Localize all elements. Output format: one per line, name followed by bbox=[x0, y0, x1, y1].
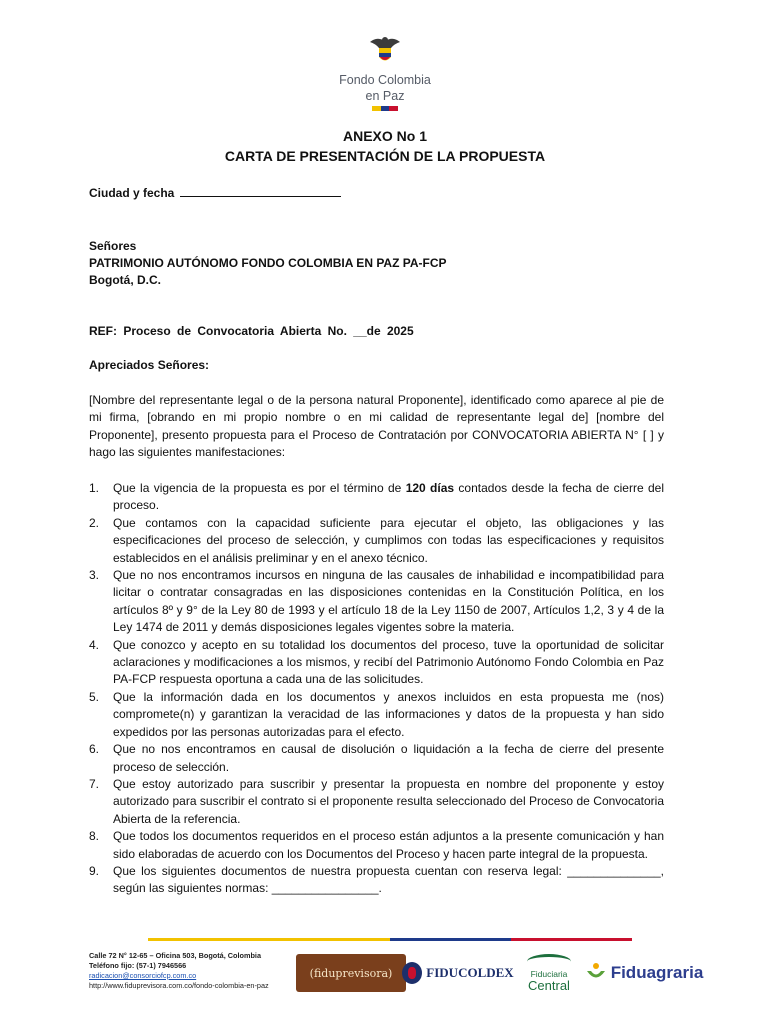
fiduagraria-label: Fiduagraria bbox=[610, 963, 704, 982]
item-number: 9. bbox=[89, 863, 100, 878]
declaration-item bbox=[89, 776, 664, 828]
footer-email-link[interactable]: radicacion@consorciofcp.com.co bbox=[89, 971, 197, 980]
flag-stripe bbox=[372, 106, 398, 111]
fiduprevisora-logo: (fiduprevisora) bbox=[296, 954, 406, 992]
declaration-item bbox=[89, 515, 664, 567]
city-date-line bbox=[89, 185, 341, 202]
city-date-label: Ciudad y fecha bbox=[89, 186, 175, 200]
central-line-2: Central bbox=[528, 978, 570, 993]
item-number: 7. bbox=[89, 776, 100, 791]
central-arc-icon bbox=[527, 954, 571, 969]
recipient-salutation: Señores bbox=[89, 239, 137, 253]
item-text-pre: Que la vigencia de la propuesta es por el término de bbox=[113, 481, 406, 495]
item-text-pre: Que no nos encontramos incursos en ninguna de las causales de inhabilidad e incompatibilidad para licitar o contratar consagradas en las disposiciones contenidas en la Constitución Política, en los artículos 8º y 9° de la Ley 80 de 1993 y el artículo 18 de la Ley 1150 de 2007, Artículos 1,2, 3 y 4 de la Ley 1474 de 2011 y demás disposiciones legales vigentes sobre la materia. bbox=[113, 568, 664, 635]
item-text-pre: Que los siguientes documentos de nuestra propuesta cuentan con reserva legal: ______________, según las siguientes normas: ________________. bbox=[113, 863, 664, 896]
footer-contact bbox=[89, 951, 269, 991]
declaration-item bbox=[89, 689, 664, 741]
greeting: Apreciados Señores: bbox=[89, 358, 210, 372]
item-text-pre: Que estoy autorizado para suscribir y presentar la propuesta en nombre del proponente y estoy autorizado para suscribir el contrato si el proponente resulta seleccionado del Proceso de Convocatoria Abierta de la referencia. bbox=[113, 776, 664, 826]
city-date-blank bbox=[180, 185, 341, 197]
declaration-item bbox=[89, 741, 664, 776]
declarations-list bbox=[89, 480, 664, 898]
reference-line: REF: Proceso de Convocatoria Abierta No. __de 2025 bbox=[89, 324, 414, 338]
item-text-pre: Que no nos encontramos en causal de disolución o liquidación a la fecha de cierre del presente proceso de selección. bbox=[113, 742, 664, 774]
document-title: CARTA DE PRESENTACIÓN DE LA PROPUESTA bbox=[224, 148, 546, 164]
declaration-item bbox=[89, 828, 664, 863]
brand-line-1: Fondo Colombia bbox=[339, 73, 431, 87]
declaration-item bbox=[89, 863, 664, 898]
item-text-pre: Que todos los documentos requeridos en el proceso están adjuntos a la presente comunicación y han sido elaboradas de acuerdo con los Documentos del Proceso y hacen parte integral de la propuesta. bbox=[113, 829, 664, 861]
fondo-colombia-logo bbox=[318, 32, 452, 111]
footer-url-link[interactable]: http://www.fiduprevisora.com.co/fondo-colombia-en-paz bbox=[89, 981, 269, 990]
footer-address: Calle 72 N° 12-65 – Oficina 503, Bogotá, Colombia bbox=[89, 951, 262, 960]
recipient-entity: PATRIMONIO AUTÓNOMO FONDO COLOMBIA EN PAZ PA-FCP bbox=[89, 256, 447, 270]
item-text-bold: 120 días bbox=[405, 481, 455, 495]
declaration-item bbox=[89, 567, 664, 637]
item-number: 6. bbox=[89, 742, 100, 757]
fiduagraria-logo bbox=[583, 954, 705, 992]
fiducoldex-mark-icon bbox=[402, 962, 422, 984]
item-text-pre: Que conozco y acepto en su totalidad los documentos del proceso, tuve la oportunidad de solicitar aclaraciones y modificaciones a los mismos, y recibí del Patrimonio Autónomo Fondo Colombia en Paz PA-FCP respuesta oportuna a cada una de las solicitudes. bbox=[113, 637, 664, 687]
item-text-post: contados desde la fecha de cierre del proceso. bbox=[113, 481, 664, 513]
intro-paragraph: [Nombre del representante legal o de la persona natural Proponente], identificado como aparece al pie de mi firma, [obrando en mi propio nombre o en mi calidad de representante legal de] [nombre del Proponente], presento propuesta para el Proceso de Contratación por CONVOCATORIA ABIERTA N° [ ] y hago las siguientes manifestaciones: bbox=[89, 393, 664, 460]
coat-of-arms-icon bbox=[368, 32, 402, 66]
recipient-city: Bogotá, D.C. bbox=[89, 273, 161, 287]
item-text-pre: Que la información dada en los documentos y anexos incluidos en esta propuesta me (nos) compromete(n) y garantizan la veracidad de las informaciones y datos de la propuesta y han sido expedidos por las personas autorizadas para el efecto. bbox=[113, 689, 664, 739]
item-number: 5. bbox=[89, 689, 100, 704]
item-number: 8. bbox=[89, 829, 100, 844]
footer-color-line bbox=[148, 938, 632, 941]
item-number: 4. bbox=[89, 637, 100, 652]
fiduagraria-mark-icon bbox=[585, 962, 607, 984]
item-number: 3. bbox=[89, 568, 100, 583]
fiduciaria-central-logo bbox=[517, 954, 581, 992]
item-text-pre: Que contamos con la capacidad suficiente para ejecutar el objeto, las obligaciones y las especificaciones del proceso de selección, y cumplimos con todas las especificaciones y requisitos establecidos en el análisis preliminar y en el anexo técnico. bbox=[113, 515, 664, 565]
fiducoldex-label: FIDUCOLDEX bbox=[426, 965, 514, 980]
annex-title: ANEXO No 1 bbox=[342, 128, 427, 144]
declaration-item bbox=[89, 637, 664, 689]
brand-line-2: en Paz bbox=[365, 89, 405, 103]
fiducoldex-logo bbox=[402, 954, 514, 992]
item-number: 2. bbox=[89, 515, 100, 530]
item-number: 1. bbox=[89, 481, 100, 495]
declaration-item bbox=[89, 480, 664, 515]
footer-phone: Teléfono fijo: (57-1) 7946566 bbox=[89, 961, 187, 970]
central-line-1: Fiduciaria bbox=[530, 969, 568, 979]
